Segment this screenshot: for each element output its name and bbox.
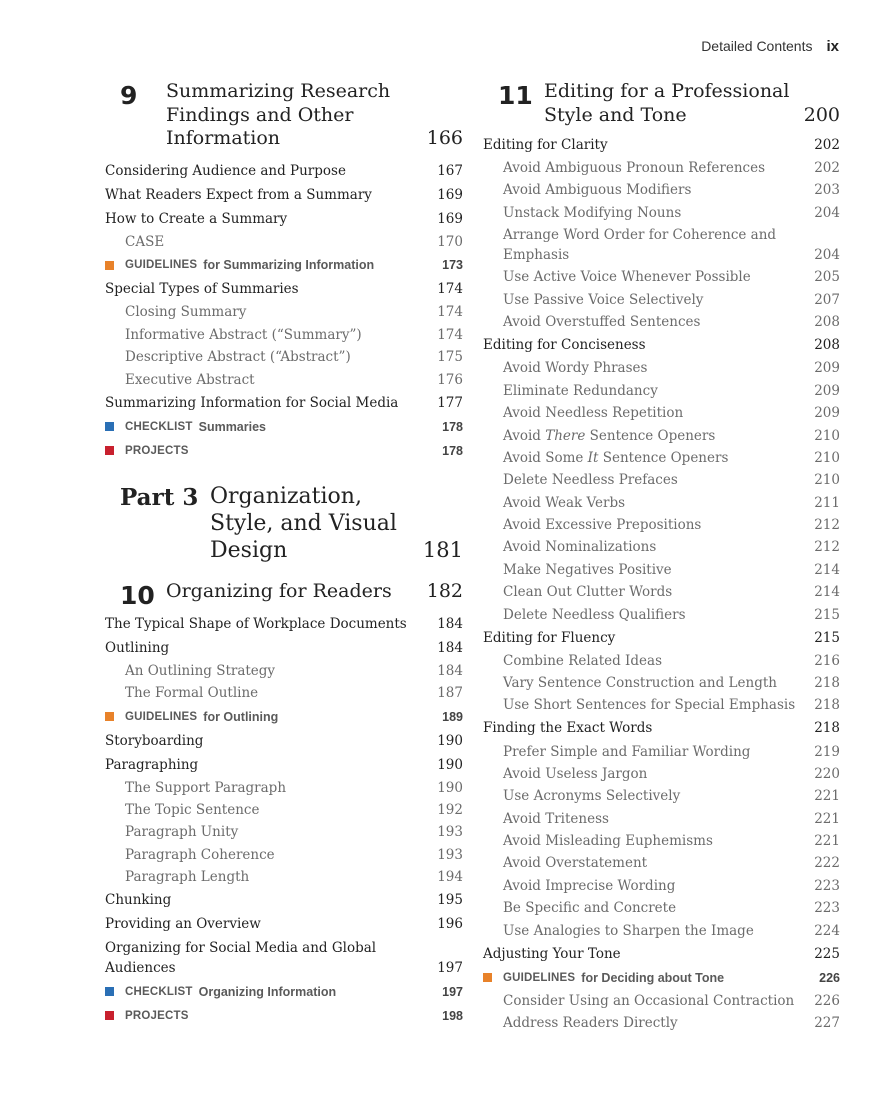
entry-page: 193 (437, 824, 463, 841)
chapter-9-heading (105, 80, 463, 151)
entry-title: Paragraphing (105, 756, 199, 773)
entry-title: Avoid Nominalizations (503, 539, 657, 556)
entry-page: 197 (437, 959, 463, 976)
entry-page: 202 (814, 136, 840, 153)
checklist-square-icon (105, 987, 114, 996)
chapter-title (166, 580, 427, 604)
chapter-11-heading (483, 80, 840, 127)
guidelines-square-icon (105, 712, 114, 721)
part-label: Part 3 (120, 483, 199, 511)
toc-entry (105, 912, 463, 936)
chapter-title-line: Organizing for Readers (166, 579, 392, 602)
entry-title: Use Active Voice Whenever Possible (503, 269, 751, 286)
projects-square-icon (105, 1011, 114, 1020)
entry-page: 223 (814, 877, 840, 894)
toc-entry (483, 311, 840, 333)
entry-title: Editing for Conciseness (483, 337, 646, 354)
entry-page: 208 (814, 337, 840, 354)
part-title-line: Organization, (210, 483, 362, 509)
toc-entry (105, 888, 463, 912)
entry-title: Special Types of Summaries (105, 281, 299, 298)
chapter-title-line: Information (166, 127, 281, 149)
entry-page: 215 (814, 629, 840, 646)
entry-title (483, 426, 814, 446)
entry-title: Avoid Misleading Euphemisms (503, 833, 713, 850)
entry-title: The Topic Sentence (125, 801, 260, 818)
toc-entry (483, 785, 840, 807)
toc-entry (483, 897, 840, 919)
entry-title: Delete Needless Qualifiers (503, 606, 686, 623)
entry-title: Delete Needless Prefaces (503, 472, 678, 489)
entry-page: 173 (442, 258, 463, 273)
entry-title: Chunking (105, 892, 172, 909)
feature-title: Summaries (198, 419, 267, 434)
entry-title: Avoid Ambiguous Pronoun References (503, 159, 766, 176)
entry-title: Arrange Word Order for Coherence and Emphasis (503, 227, 777, 264)
entry-title: Avoid Triteness (503, 810, 609, 827)
toc-entry (105, 391, 463, 415)
toc-entry (483, 603, 840, 625)
feature-label: PROJECTS (125, 444, 189, 457)
toc-entry (483, 808, 840, 830)
entry-page: 216 (814, 652, 840, 669)
entry-page: 209 (814, 382, 840, 399)
toc-entry (483, 179, 840, 201)
feature-title: for Summarizing Information (203, 258, 375, 273)
chapter-title-line: Style and Tone (544, 103, 687, 126)
entry-title: Address Readers Directly (503, 1015, 678, 1032)
entry-page: 190 (437, 756, 463, 773)
toc-entry (105, 301, 463, 323)
entry-title: Outlining (105, 640, 170, 657)
entry-title: Paragraph Length (125, 869, 250, 886)
page-number: ix (826, 38, 839, 55)
entry-page: 174 (437, 281, 463, 298)
entry-page: 184 (437, 640, 463, 657)
toc-entry (483, 469, 840, 491)
toc-entry (483, 202, 840, 224)
entry-page: 203 (814, 182, 840, 199)
chapter-11-entries (483, 133, 840, 1034)
chapter-number: 10 (120, 580, 155, 610)
entry-title: Editing for Clarity (483, 136, 608, 153)
entry-title: Organizing for Social Media and Global Audiences (105, 939, 377, 976)
toc-entry (105, 866, 463, 888)
entry-page: 175 (437, 349, 463, 366)
entry-page: 226 (819, 970, 840, 985)
toc-entry (483, 672, 840, 694)
entry-page: 174 (437, 326, 463, 343)
entry-title: The Formal Outline (125, 685, 259, 702)
entry-title: Avoid Ambiguous Modifiers (503, 182, 692, 199)
toc-entry (483, 1012, 840, 1034)
entry-page: 209 (814, 360, 840, 377)
entry-title (483, 448, 814, 468)
entry-title: Make Negatives Positive (503, 561, 672, 578)
entry-page: 223 (814, 900, 840, 917)
entry-title: Summarizing Information for Social Media (105, 394, 399, 411)
feature-label: GUIDELINES (125, 259, 198, 272)
toc-entry (483, 266, 840, 288)
checklist-entry (105, 980, 463, 1004)
toc-entry (105, 799, 463, 821)
toc-entry (483, 333, 840, 357)
entry-title: Executive Abstract (125, 371, 255, 388)
toc-entry (105, 753, 463, 777)
toc-entry (105, 682, 463, 704)
toc-entry (483, 402, 840, 424)
entry-title-part: There (545, 427, 586, 444)
entry-title-part: It (587, 449, 599, 466)
projects-square-icon (105, 446, 114, 455)
toc-entry (483, 157, 840, 179)
entry-page: 170 (437, 234, 463, 251)
entry-title: How to Create a Summary (105, 210, 288, 227)
entry-page: 204 (814, 247, 840, 264)
guidelines-entry (105, 705, 463, 729)
feature-label: GUIDELINES (503, 971, 576, 984)
part-3-heading (105, 483, 463, 564)
entry-page: 225 (814, 945, 840, 962)
entry-page: 211 (814, 494, 840, 511)
entry-page: 167 (437, 163, 463, 180)
entry-title-part: Sentence Openers (598, 449, 729, 466)
entry-title: Vary Sentence Construction and Length (503, 675, 777, 692)
chapter-title (166, 80, 427, 151)
entry-title: Paragraph Unity (125, 824, 239, 841)
feature-label: CHECKLIST (125, 420, 193, 433)
left-column (105, 80, 463, 1028)
entry-page: 187 (437, 685, 463, 702)
toc-entry (105, 183, 463, 207)
entry-title (105, 707, 442, 727)
entry-page: 197 (442, 984, 463, 999)
toc-entry (483, 740, 840, 762)
entry-page: 190 (437, 779, 463, 796)
toc-entry (483, 875, 840, 897)
entry-title (105, 417, 442, 437)
entry-title: Informative Abstract (“Summary”) (125, 326, 362, 343)
running-head-title: Detailed Contents (701, 38, 813, 54)
toc-entry (483, 559, 840, 581)
entry-page: 178 (442, 443, 463, 458)
entry-title-part: Sentence Openers (585, 427, 716, 444)
entry-page: 193 (437, 846, 463, 863)
chapter-title-line: Summarizing Research (166, 80, 391, 102)
entry-title: Consider Using an Occasional Contraction (503, 992, 795, 1009)
entry-title: Avoid Overstuffed Sentences (503, 314, 701, 331)
part-page: 181 (422, 537, 463, 562)
projects-entry (105, 439, 463, 463)
entry-title: Closing Summary (125, 304, 247, 321)
entry-page: 214 (814, 584, 840, 601)
entry-page: 189 (442, 709, 463, 724)
toc-entry (483, 626, 840, 650)
entry-page: 210 (814, 449, 840, 466)
chapter-page: 166 (426, 127, 463, 149)
toc-entry (105, 612, 463, 636)
entry-title (105, 1006, 442, 1026)
toc-entry (105, 368, 463, 390)
entry-page: 226 (814, 992, 840, 1009)
entry-page: 208 (814, 314, 840, 331)
toc-entry (105, 346, 463, 368)
part-title (210, 483, 423, 564)
feature-title: for Outlining (203, 709, 279, 724)
toc-entry (483, 491, 840, 513)
chapter-number: 9 (120, 81, 138, 110)
chapter-page: 182 (426, 579, 463, 602)
toc-entry (105, 936, 463, 980)
toc-entry (483, 763, 840, 785)
entry-page: 212 (814, 539, 840, 556)
entry-title: The Typical Shape of Workplace Documents (105, 616, 407, 633)
right-column (483, 80, 840, 1034)
entry-title-part: Avoid (503, 427, 546, 444)
entry-title: CASE (125, 234, 165, 251)
running-head (701, 38, 839, 55)
entry-page: 205 (814, 269, 840, 286)
feature-label: PROJECTS (125, 1009, 189, 1022)
entry-page: 204 (814, 204, 840, 221)
entry-page: 218 (814, 675, 840, 692)
toc-entry (483, 514, 840, 536)
toc-entry (483, 717, 840, 741)
entry-title: Avoid Imprecise Wording (503, 877, 676, 894)
toc-entry (483, 224, 840, 266)
feature-label: GUIDELINES (125, 710, 198, 723)
toc-entry (483, 942, 840, 966)
toc-entry (105, 636, 463, 660)
toc-entry (483, 990, 840, 1012)
toc-entry (105, 844, 463, 866)
toc-entry (483, 694, 840, 716)
toc-entry (105, 821, 463, 843)
toc-entry (483, 852, 840, 874)
entry-page: 221 (814, 788, 840, 805)
toc-entry (483, 919, 840, 941)
entry-page: 220 (814, 765, 840, 782)
toc-entry (483, 357, 840, 379)
entry-title: Adjusting Your Tone (483, 945, 621, 962)
toc-entry (105, 324, 463, 346)
chapter-title-line: Editing for a Professional (544, 80, 790, 102)
entry-page: 196 (437, 915, 463, 932)
entry-title: Avoid Needless Repetition (503, 405, 684, 422)
entry-title (105, 441, 442, 461)
toc-entry (105, 207, 463, 231)
entry-title: Eliminate Redundancy (503, 382, 658, 399)
entry-title: Unstack Modifying Nouns (503, 204, 682, 221)
entry-page: 177 (437, 394, 463, 411)
projects-entry (105, 1004, 463, 1028)
toc-entry (105, 160, 463, 184)
chapter-number: 11 (498, 81, 533, 110)
entry-title: Use Analogies to Sharpen the Image (503, 922, 754, 939)
entry-title: Avoid Wordy Phrases (503, 360, 648, 377)
chapter-title-line: Findings and Other (166, 103, 354, 126)
guidelines-entry (483, 966, 840, 990)
toc-entry (483, 380, 840, 402)
entry-page: 210 (814, 472, 840, 489)
entry-page: 184 (437, 616, 463, 633)
entry-page: 184 (437, 663, 463, 680)
toc-entry (105, 660, 463, 682)
part-title-line: Design (210, 537, 288, 563)
entry-page: 210 (814, 427, 840, 444)
entry-title: Paragraph Coherence (125, 846, 275, 863)
chapter-9-entries (105, 160, 463, 463)
toc-entry (483, 830, 840, 852)
entry-title: Prefer Simple and Familiar Wording (503, 743, 751, 760)
entry-title: An Outlining Strategy (125, 663, 276, 680)
feature-title: Organizing Information (198, 984, 337, 999)
entry-page: 207 (814, 291, 840, 308)
entry-page: 218 (814, 697, 840, 714)
entry-page: 169 (437, 187, 463, 204)
entry-page: 209 (814, 405, 840, 422)
toc-entry (483, 133, 840, 157)
entry-title: Descriptive Abstract (“Abstract”) (125, 349, 351, 366)
toc-entry (105, 729, 463, 753)
entry-page: 195 (437, 892, 463, 909)
guidelines-square-icon (483, 973, 492, 982)
entry-title: Avoid Overstatement (503, 855, 648, 872)
entry-title (105, 255, 442, 275)
toc-entry (105, 776, 463, 798)
entry-page: 202 (814, 159, 840, 176)
entry-page: 221 (814, 833, 840, 850)
entry-title: What Readers Expect from a Summary (105, 187, 372, 204)
guidelines-entry (105, 253, 463, 277)
entry-title: Avoid Weak Verbs (503, 494, 626, 511)
entry-page: 221 (814, 810, 840, 827)
entry-page: 194 (437, 869, 463, 886)
entry-page: 176 (437, 371, 463, 388)
entry-page: 227 (814, 1015, 840, 1032)
entry-title: Providing an Overview (105, 915, 261, 932)
entry-title: Use Acronyms Selectively (503, 788, 681, 805)
entry-page: 214 (814, 561, 840, 578)
toc-entry (483, 649, 840, 671)
entry-page: 190 (437, 732, 463, 749)
chapter-10-entries (105, 612, 463, 1028)
feature-label: CHECKLIST (125, 985, 193, 998)
entry-title: Use Passive Voice Selectively (503, 291, 704, 308)
chapter-page: 200 (803, 103, 840, 126)
entry-title: Editing for Fluency (483, 629, 616, 646)
toc-entry (483, 447, 840, 469)
entry-title: Considering Audience and Purpose (105, 163, 346, 180)
entry-title: Clean Out Clutter Words (503, 584, 673, 601)
toc-entry (483, 536, 840, 558)
entry-page: 219 (814, 743, 840, 760)
toc-entry (483, 424, 840, 446)
part-title-line: Style, and Visual (210, 510, 397, 536)
checklist-entry (105, 414, 463, 438)
toc-entry (105, 277, 463, 301)
entry-title (483, 968, 819, 988)
chapter-10-heading (105, 579, 463, 610)
entry-page: 174 (437, 304, 463, 321)
entry-page: 198 (442, 1008, 463, 1023)
entry-title: Be Specific and Concrete (503, 900, 677, 917)
entry-page: 215 (814, 606, 840, 623)
entry-page: 222 (814, 855, 840, 872)
entry-title-part: Avoid Some (503, 449, 588, 466)
entry-title: Use Short Sentences for Special Emphasis (503, 697, 796, 714)
toc-entry (105, 231, 463, 253)
guidelines-square-icon (105, 261, 114, 270)
entry-title: Finding the Exact Words (483, 720, 653, 737)
entry-title: Combine Related Ideas (503, 652, 663, 669)
toc-entry (483, 289, 840, 311)
entry-page: 212 (814, 517, 840, 533)
entry-title: Storyboarding (105, 732, 204, 749)
entry-title: The Support Paragraph (125, 779, 287, 796)
checklist-square-icon (105, 422, 114, 431)
entry-page: 169 (437, 210, 463, 227)
entry-page: 218 (814, 720, 840, 737)
entry-title: Avoid Excessive Prepositions (503, 517, 702, 533)
entry-title: Avoid Useless Jargon (503, 765, 648, 782)
entry-page: 192 (437, 801, 463, 818)
entry-page: 178 (442, 419, 463, 434)
feature-title: for Deciding about Tone (581, 970, 725, 985)
entry-page: 224 (814, 922, 840, 939)
entry-title (105, 982, 442, 1002)
chapter-title (544, 80, 804, 127)
toc-entry (483, 581, 840, 603)
